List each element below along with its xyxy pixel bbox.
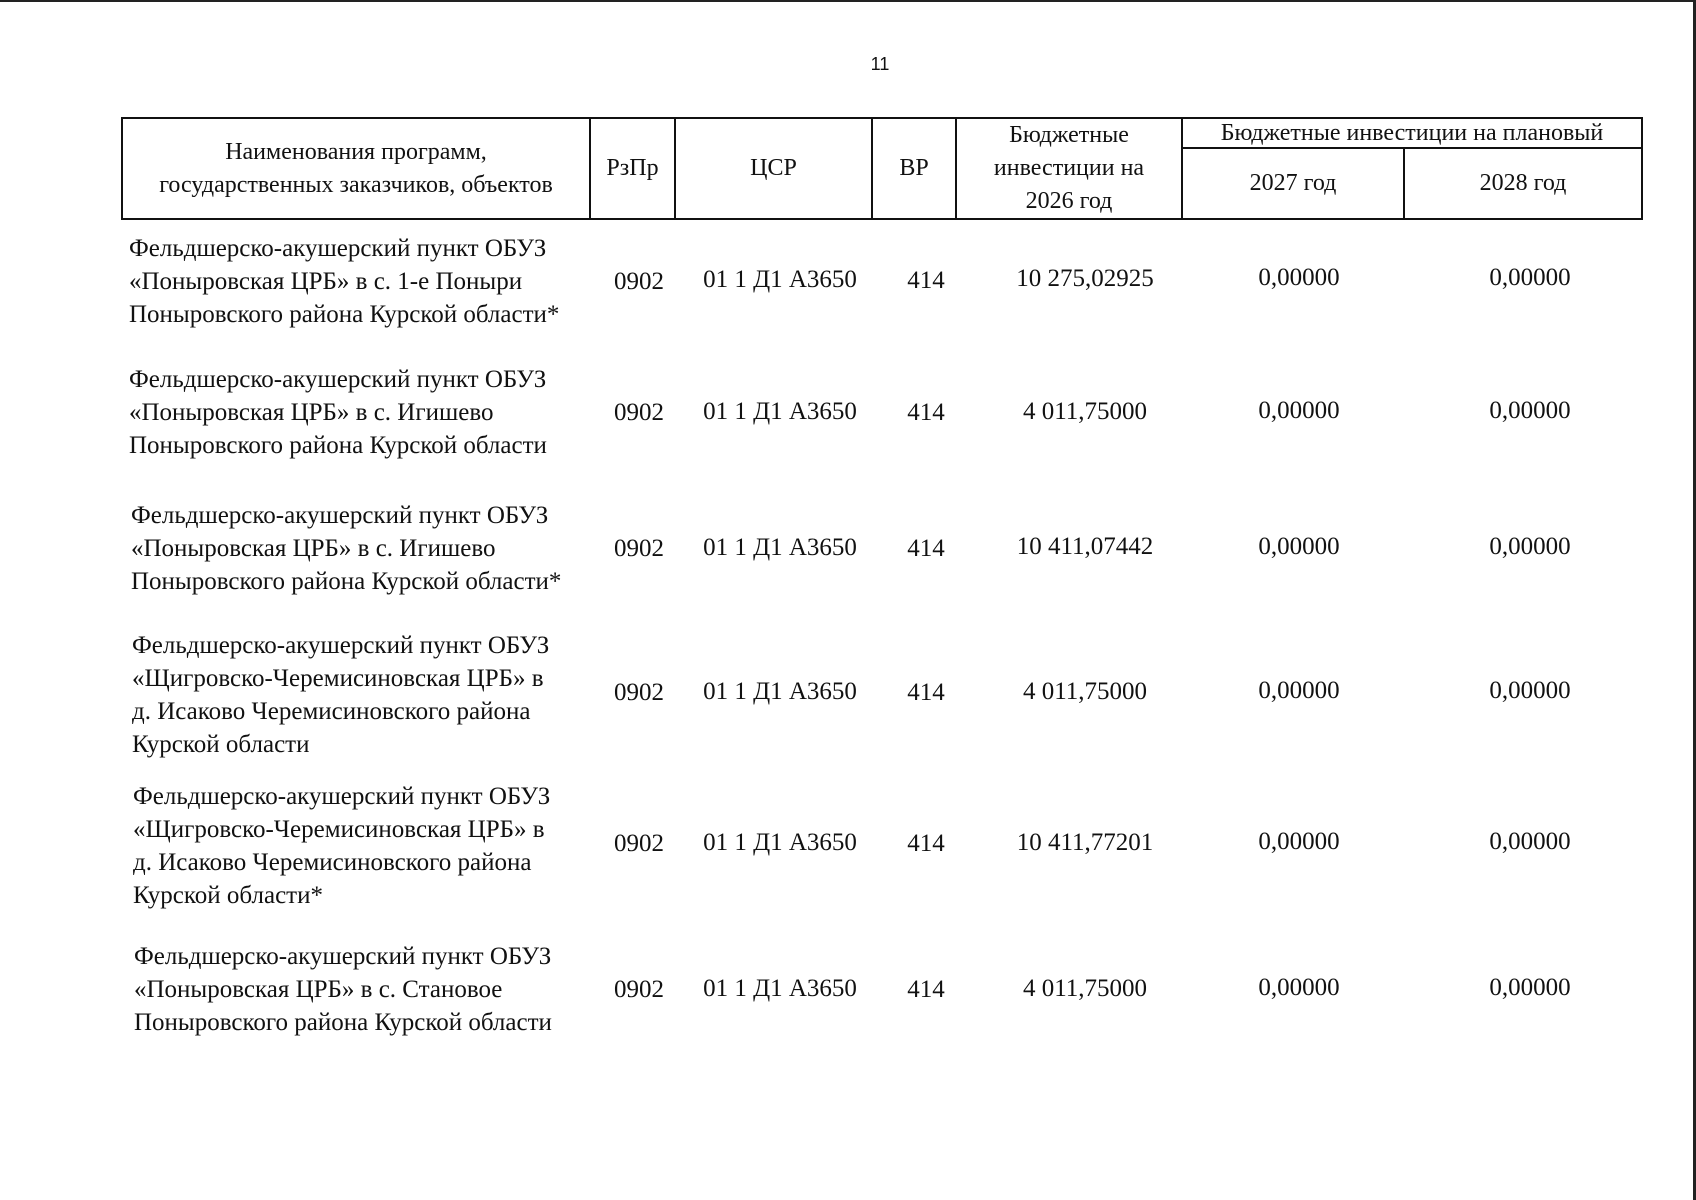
investment-2028-cell: 0,00000	[1489, 677, 1571, 704]
object-name-line: Фельдшерско-акушерский пункт ОБУЗ	[132, 632, 550, 659]
object-name	[131, 499, 591, 598]
csr-cell: 01 1 Д1 А3650	[703, 398, 857, 425]
vr-cell: 414	[907, 535, 945, 562]
vr-cell: 414	[907, 976, 945, 1003]
object-name-line: Курской области*	[133, 882, 323, 909]
investment-2028-cell: 0,00000	[1489, 974, 1571, 1001]
investment-2027-cell: 0,00000	[1258, 397, 1340, 424]
object-name-line: «Поныровская ЦРБ» в с. Игишево	[129, 399, 494, 426]
object-name-line: Фельдшерско-акушерский пункт ОБУЗ	[133, 783, 551, 810]
investment-2027-cell: 0,00000	[1258, 828, 1340, 855]
object-name	[134, 940, 594, 1039]
object-name	[129, 232, 589, 331]
header-investments-line2: инвестиции на	[993, 155, 1145, 181]
csr-cell: 01 1 Д1 А3650	[703, 266, 857, 293]
object-name-line: «Поныровская ЦРБ» в с. Становое	[134, 976, 503, 1003]
rzpr-cell: 0902	[614, 268, 664, 295]
object-name-line: «Поныровская ЦРБ» в с. Игишево	[131, 535, 496, 562]
page-number: 11	[870, 54, 890, 74]
object-name-line: Фельдшерско-акушерский пункт ОБУЗ	[134, 943, 552, 970]
rzpr-cell: 0902	[614, 679, 664, 706]
header-csr: ЦСР	[675, 118, 872, 219]
header-investments-line1: Бюджетные	[1009, 122, 1129, 148]
object-name	[132, 629, 592, 761]
rzpr-cell: 0902	[614, 976, 664, 1003]
object-name-line: Фельдшерско-акушерский пункт ОБУЗ	[129, 366, 547, 393]
header-planned-period: Бюджетные инвестиции на плановый	[1182, 118, 1642, 148]
vr-cell: 414	[907, 399, 945, 426]
header-investments-line3: 2026 год	[1025, 188, 1113, 214]
object-name-line: Фельдшерско-акушерский пункт ОБУЗ	[131, 502, 549, 529]
object-name-line: «Поныровская ЦРБ» в с. 1-е Поныри	[129, 268, 523, 295]
investment-2026-cell: 10 275,02925	[1016, 265, 1154, 292]
header-name	[122, 118, 590, 219]
investment-2026-cell: 4 011,75000	[1022, 678, 1148, 705]
header-vr: ВР	[872, 118, 956, 219]
vr-cell: 414	[907, 267, 945, 294]
csr-cell: 01 1 Д1 А3650	[703, 829, 857, 856]
csr-cell: 01 1 Д1 А3650	[703, 678, 857, 705]
investment-2027-cell: 0,00000	[1258, 974, 1340, 1001]
header-year-2028: 2028 год	[1404, 148, 1642, 219]
header-investments-2026	[956, 118, 1182, 219]
investment-2028-cell: 0,00000	[1489, 264, 1571, 291]
object-name	[129, 363, 589, 462]
investment-2026-cell: 10 411,07442	[1016, 533, 1154, 560]
investment-2028-cell: 0,00000	[1489, 397, 1571, 424]
rzpr-cell: 0902	[614, 535, 664, 562]
csr-cell: 01 1 Д1 А3650	[703, 975, 857, 1002]
object-name-line: Поныровского района Курской области*	[131, 568, 562, 595]
header-name-line1: Наименования программ,	[225, 138, 487, 165]
table-header	[121, 117, 1643, 220]
object-name-line: Фельдшерско-акушерский пункт ОБУЗ	[129, 235, 547, 262]
object-name-line: д. Исаково Черемисиновского района	[133, 849, 532, 876]
vr-cell: 414	[907, 830, 945, 857]
rzpr-cell: 0902	[614, 830, 664, 857]
scan-edge-top	[0, 0, 1696, 2]
object-name-line: Поныровского района Курской области	[134, 1009, 552, 1036]
object-name-line: Поныровского района Курской области*	[129, 301, 560, 328]
object-name-line: д. Исаково Черемисиновского района	[132, 698, 531, 725]
investment-2028-cell: 0,00000	[1489, 828, 1571, 855]
object-name-line: «Щигровско-Черемисиновская ЦРБ» в	[133, 816, 545, 843]
investment-2027-cell: 0,00000	[1258, 677, 1340, 704]
investment-2026-cell: 4 011,75000	[1022, 975, 1148, 1002]
object-name	[133, 780, 593, 912]
csr-cell: 01 1 Д1 А3650	[703, 534, 857, 561]
investment-2026-cell: 4 011,75000	[1022, 398, 1148, 425]
header-name-line2: государственных заказчиков, объектов	[159, 171, 553, 198]
object-name-line: «Щигровско-Черемисиновская ЦРБ» в	[132, 665, 544, 692]
investment-2028-cell: 0,00000	[1489, 533, 1571, 560]
rzpr-cell: 0902	[614, 399, 664, 426]
investment-2026-cell: 10 411,77201	[1016, 829, 1154, 856]
header-rzpr: РзПр	[590, 118, 675, 219]
investment-2027-cell: 0,00000	[1258, 264, 1340, 291]
header-year-2027: 2027 год	[1182, 148, 1404, 219]
vr-cell: 414	[907, 679, 945, 706]
object-name-line: Курской области	[132, 731, 310, 758]
object-name-line: Поныровского района Курской области	[129, 432, 547, 459]
investment-2027-cell: 0,00000	[1258, 533, 1340, 560]
